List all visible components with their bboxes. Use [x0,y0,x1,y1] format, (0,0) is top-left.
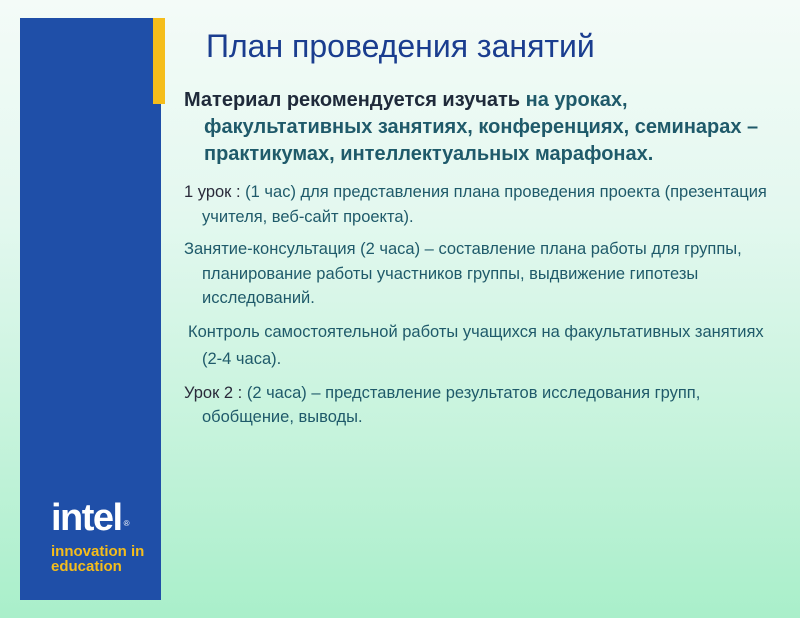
intel-logo [51,498,144,574]
slide-content [184,87,784,438]
list-item: Контроль самостоятельной работы учащихся на факультативных занятиях (2-4 часа). [188,322,764,368]
accent-bar [153,18,165,104]
list-item: 1 урок : (1 час) для представления плана проведения проекта (презентация учителя, веб-сайт проекта). [184,183,767,226]
list-item: Урок 2 : (2 часа) – представление результатов исследования групп, обобщение, выводы. [184,383,701,426]
lead-paragraph: Материал рекомендуется изучать на уроках, факультативных занятиях, конференциях, семинарах – практикумах, интеллектуальных марафонах. [184,89,759,165]
slide-title: План проведения занятий [206,28,595,64]
logo-wordmark: intel ® [51,497,129,539]
list-item: Занятие-консультация (2 часа) – составление плана работы для группы, планирование работы участников группы, выдвижение гипотезы исследований. [184,240,742,307]
logo-tagline: innovation in education [51,543,145,575]
